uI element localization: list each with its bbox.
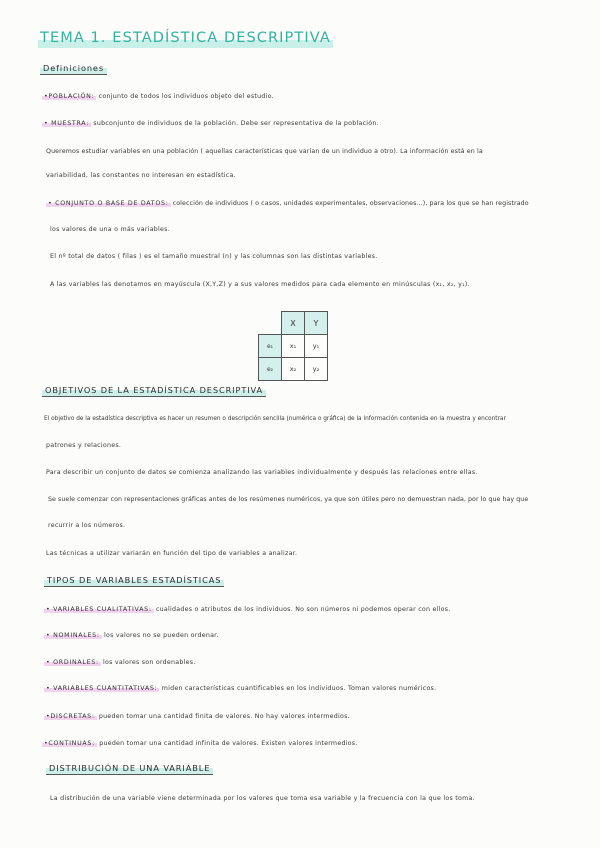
variables-table xyxy=(258,311,328,381)
term-conjunto: • CONJUNTO O BASE DE DATOS: xyxy=(48,200,169,207)
objetivos-line-3: Para describir un conjunto de datos se comienza analizando las variables individualmente y después las relaciones entre ellas. xyxy=(46,469,478,476)
table-cell: x₂ xyxy=(282,358,305,381)
text-continuas: pueden tomar una cantidad infinita de valores. Existen valores intermedios. xyxy=(99,740,358,747)
term-ordinales: • ORDINALES: xyxy=(46,659,99,666)
objetivos-line-2: patrones y relaciones. xyxy=(46,442,122,449)
text-conjunto: colección de individuos ( o casos, unidades experimentales, observaciones...), para los que se han registrado xyxy=(172,200,529,207)
tipo-cualitativas xyxy=(44,606,451,613)
text-discretas: pueden tomar una cantidad finita de valores. No hay valores intermedios. xyxy=(98,713,350,720)
table-col-header: Y xyxy=(305,312,328,335)
term-nominales: • NOMINALES: xyxy=(46,632,100,639)
tipo-cuantitativas xyxy=(44,685,436,692)
text-cualitativas: cualidades o atributos de los individuos. No son números ni podemos operar con ellos. xyxy=(155,606,451,613)
filas-line: El nº total de datos ( filas ) es el tamaño muestral (n) y las columnas son las distintas variables. xyxy=(50,253,378,260)
table-cell: x₁ xyxy=(282,335,305,358)
table-cell: y₁ xyxy=(305,335,328,358)
table-col-header: X xyxy=(282,312,305,335)
text-muestra: subconjunto de individuos de la población. Debe ser representativa de la población. xyxy=(93,120,379,127)
variables-line-2: variabilidad, las constantes no interesan en estadística. xyxy=(46,172,236,179)
table-cell: y₂ xyxy=(305,358,328,381)
page-title: TEMA 1. ESTADÍSTICA DESCRIPTIVA xyxy=(40,30,331,46)
tipo-ordinales xyxy=(44,659,196,666)
distribucion-text: La distribución de una variable viene determinada por los valores que toma esa variable y la frecuencia con la que los toma. xyxy=(50,795,475,802)
text-ordinales: los valores son ordenables. xyxy=(103,659,196,666)
term-cualitativas: • VARIABLES CUALITATIVAS: xyxy=(46,606,152,613)
tipo-continuas xyxy=(42,740,358,747)
table-row xyxy=(259,335,328,358)
variables-line-1: Queremos estudiar variables en una población ( aquellas características que varían de un individuo a otro). La información está en la xyxy=(46,148,483,155)
term-muestra: • MUESTRA: xyxy=(44,120,90,127)
definition-conjunto xyxy=(46,200,529,207)
term-discretas: •DISCRETAS: xyxy=(46,713,95,720)
section-heading-objetivos: OBJETIVOS DE LA ESTADÍSTICA DESCRIPTIVA xyxy=(42,385,266,397)
text-poblacion: conjunto de todos los individuos objeto del estudio. xyxy=(98,93,274,100)
table-row-header: e₂ xyxy=(259,358,282,381)
objetivos-line-5: recurrir a los números. xyxy=(48,522,126,529)
table-header-row xyxy=(259,312,328,335)
definition-muestra xyxy=(42,120,379,127)
section-heading-tipos: TIPOS DE VARIABLES ESTADÍSTICAS xyxy=(44,575,224,587)
section-heading-distribucion: DISTRIBUCIÓN DE UNA VARIABLE xyxy=(46,763,213,775)
objetivos-line-1: El objetivo de la estadística descriptiva es hacer un resumen o descripción sencilla (numérica o gráfica) de la información contenida en la muestra y encontrar xyxy=(44,416,506,422)
table-row-header: e₁ xyxy=(259,335,282,358)
table-row xyxy=(259,358,328,381)
term-continuas: •CONTINUAS: xyxy=(44,740,95,747)
text-nominales: los valores no se pueden ordenar. xyxy=(103,632,219,639)
conjunto-cont: los valores de una o más variables. xyxy=(50,226,170,233)
objetivos-line-6: Las técnicas a utilizar variarán en función del tipo de variables a analizar. xyxy=(46,550,298,557)
text-cuantitativas: miden características cuantificables en los individuos. Toman valores numéricos. xyxy=(161,685,437,692)
section-heading-definiciones: Definiciones xyxy=(40,63,107,75)
notacion-line: A las variables las denotamos en mayúscula (X,Y,Z) y a sus valores medidos para cada elemento en minúsculas (x₁, x₂, y₁). xyxy=(50,281,470,288)
table-corner xyxy=(259,312,282,335)
tipo-nominales xyxy=(44,632,219,639)
definition-poblacion xyxy=(42,93,274,100)
term-cuantitativas: • VARIABLES CUANTITATIVAS: xyxy=(46,685,158,692)
objetivos-line-4: Se suele comenzar con representaciones gráficas antes de los resúmenes numéricos, ya que son útiles pero no demuestran nada, por lo que hay que xyxy=(48,496,529,503)
term-poblacion: •POBLACIÓN: xyxy=(44,93,95,100)
tipo-discretas xyxy=(44,713,350,720)
